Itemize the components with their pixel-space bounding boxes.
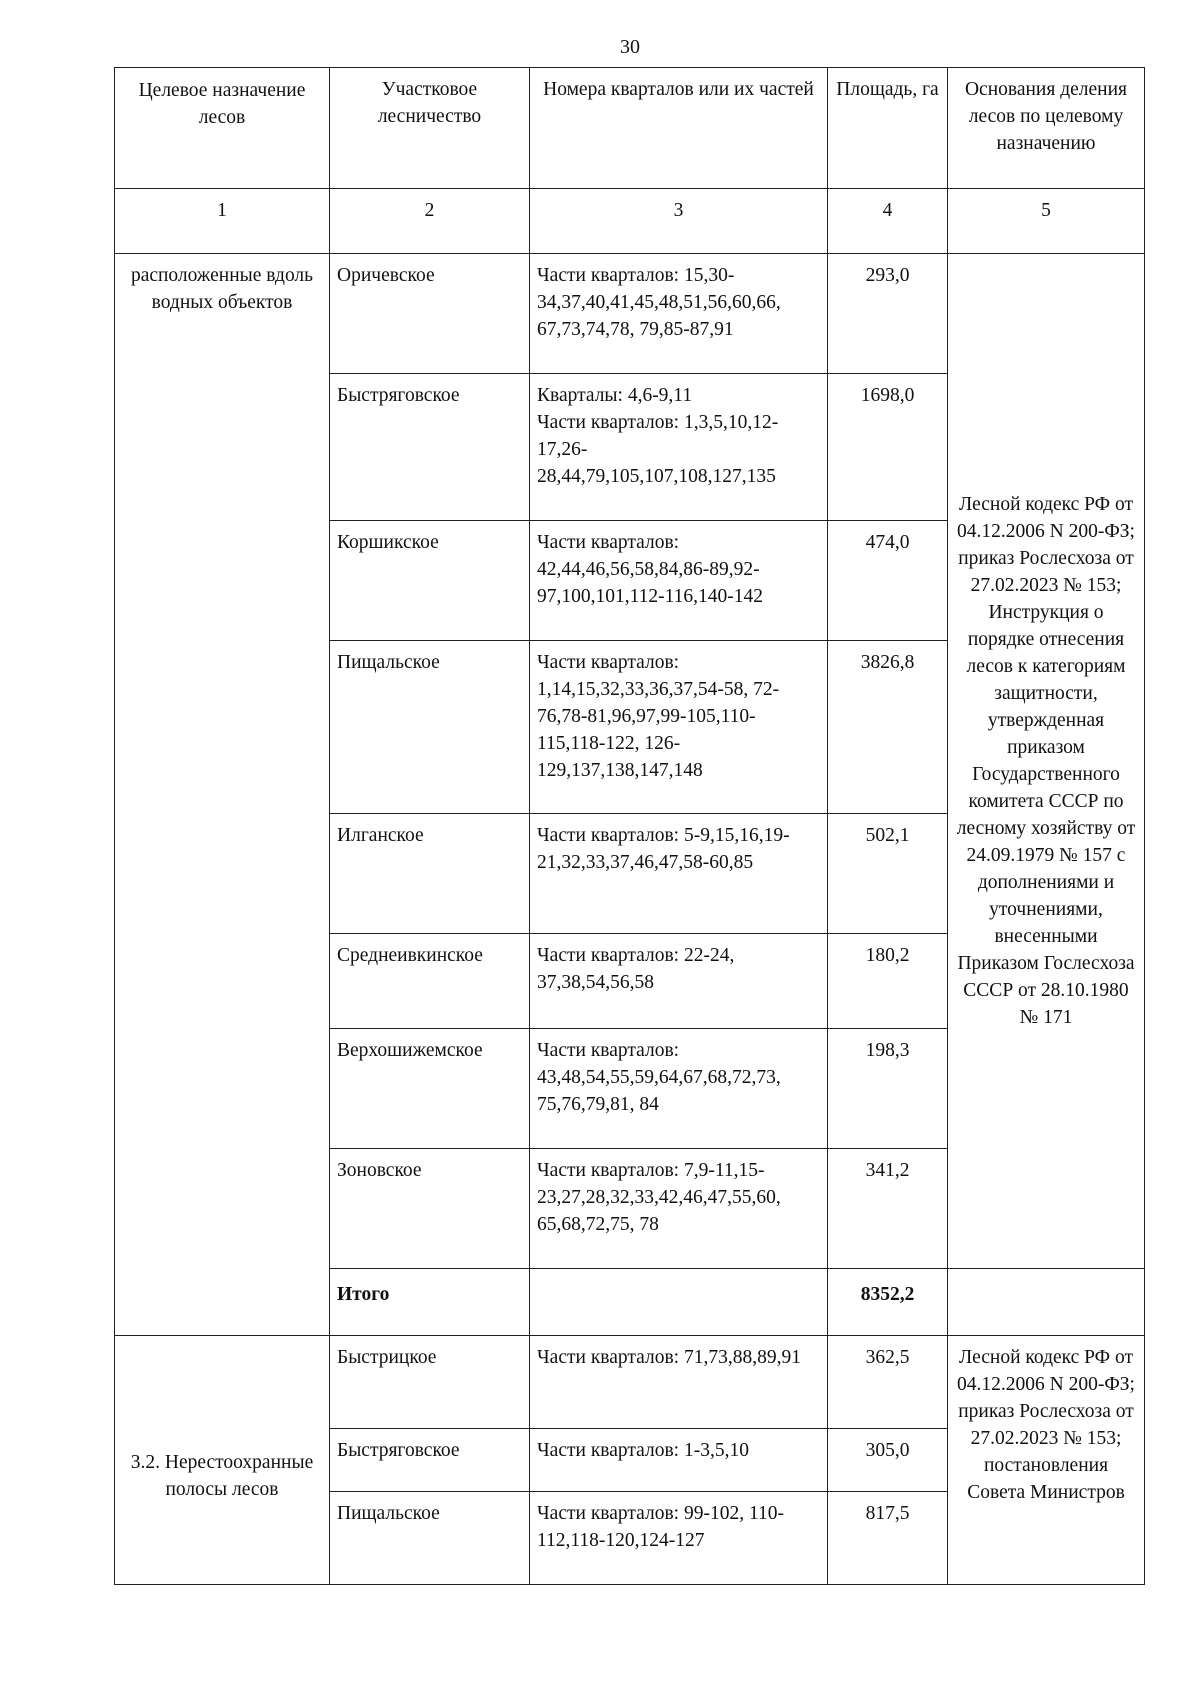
forest-purpose-table: [114, 67, 1145, 1585]
forestry-cell: Верхошижемское: [330, 1029, 530, 1149]
forestry-cell: Пищальское: [330, 641, 530, 814]
quarters-cell: Части кварталов: 71,73,88,89,91: [530, 1336, 828, 1429]
quarters-cell: Части кварталов: 7,9-11,15-23,27,28,32,33,42,46,47,55,60, 65,68,72,75, 78: [530, 1149, 828, 1269]
quarters-cell: Части кварталов: 1,14,15,32,33,36,37,54-58, 72-76,78-81,96,97,99-105,110-115,118-122, 126-129,137,138,147,148: [530, 641, 828, 814]
col-number: 5: [948, 189, 1145, 254]
area-cell: 180,2: [828, 934, 948, 1029]
quarters-cell: Кварталы: 4,6-9,11 Части кварталов: 1,3,5,10,12-17,26-28,44,79,105,107,108,127,135: [530, 374, 828, 521]
area-cell: 3826,8: [828, 641, 948, 814]
header-forestry: Участковое лесничество: [330, 68, 530, 189]
area-cell: 502,1: [828, 814, 948, 934]
header-area: Площадь, га: [828, 68, 948, 189]
quarters-cell: Части кварталов: 1-3,5,10: [530, 1429, 828, 1492]
quarters-cell: Части кварталов: 22-24, 37,38,54,56,58: [530, 934, 828, 1029]
total-label: Итого: [330, 1269, 530, 1336]
forestry-cell: Зоновское: [330, 1149, 530, 1269]
area-cell: 474,0: [828, 521, 948, 641]
purpose-cell: расположенные вдоль водных объектов: [115, 254, 330, 1336]
quarters-cell: Части кварталов: 99-102, 110-112,118-120,124-127: [530, 1492, 828, 1585]
col-number: 4: [828, 189, 948, 254]
area-cell: 1698,0: [828, 374, 948, 521]
area-cell: 362,5: [828, 1336, 948, 1429]
forestry-cell: Среднеивкинское: [330, 934, 530, 1029]
basis-cell: Лесной кодекс РФ от 04.12.2006 N 200-ФЗ; приказ Рослесхоза от 27.02.2023 № 153; Инструкция о порядке отнесения лесов к категориям защитности, утвержденная приказом Государственного комитета СССР по лесному хозяйству от 24.09.1979 № 157 с дополнениями и уточнениями, внесенными Приказом Гослесхоза СССР от 28.10.1980 № 171: [948, 254, 1145, 1269]
forestry-cell: Быстрицкое: [330, 1336, 530, 1429]
area-cell: 198,3: [828, 1029, 948, 1149]
quarters-cell: Части кварталов: 15,30-34,37,40,41,45,48,51,56,60,66, 67,73,74,78, 79,85-87,91: [530, 254, 828, 374]
table-header-row: [115, 68, 1145, 189]
table-row: [115, 1336, 1145, 1429]
forestry-cell: Оричевское: [330, 254, 530, 374]
forestry-cell: Илганское: [330, 814, 530, 934]
header-basis: Основания деления лесов по целевому назначению: [948, 68, 1145, 189]
total-basis-empty: [948, 1269, 1145, 1336]
forestry-cell: Быстряговское: [330, 1429, 530, 1492]
quarters-cell: Части кварталов: 42,44,46,56,58,84,86-89,92-97,100,101,112-116,140-142: [530, 521, 828, 641]
purpose-cell: 3.2. Нерестоохранные полосы лесов: [115, 1336, 330, 1585]
forestry-cell: Быстряговское: [330, 374, 530, 521]
column-number-row: [115, 189, 1145, 254]
area-cell: 305,0: [828, 1429, 948, 1492]
area-cell: 817,5: [828, 1492, 948, 1585]
page-number: 30: [620, 36, 640, 58]
col-number: 2: [330, 189, 530, 254]
table-row: [115, 254, 1145, 374]
total-area: 8352,2: [828, 1269, 948, 1336]
forestry-cell: Коршикское: [330, 521, 530, 641]
col-number: 3: [530, 189, 828, 254]
area-cell: 293,0: [828, 254, 948, 374]
basis-cell: Лесной кодекс РФ от 04.12.2006 N 200-ФЗ; приказ Рослесхоза от 27.02.2023 № 153; постановления Совета Министров: [948, 1336, 1145, 1585]
quarters-cell: Части кварталов: 43,48,54,55,59,64,67,68,72,73, 75,76,79,81, 84: [530, 1029, 828, 1149]
area-cell: 341,2: [828, 1149, 948, 1269]
forestry-cell: Пищальское: [330, 1492, 530, 1585]
col-number: 1: [115, 189, 330, 254]
header-quarters: Номера кварталов или их частей: [530, 68, 828, 189]
header-purpose: Целевое назначение лесов: [115, 68, 330, 189]
total-quarters-empty: [530, 1269, 828, 1336]
quarters-cell: Части кварталов: 5-9,15,16,19-21,32,33,37,46,47,58-60,85: [530, 814, 828, 934]
